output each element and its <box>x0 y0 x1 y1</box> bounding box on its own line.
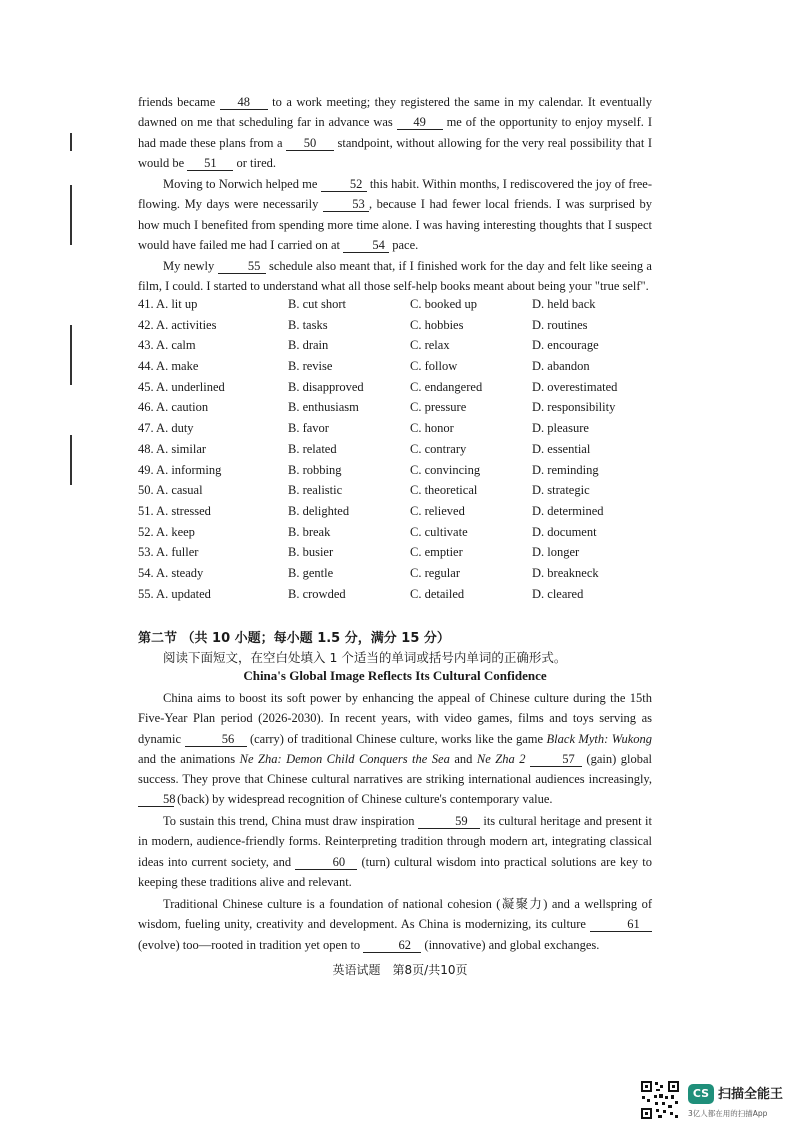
section2-paragraph-2: To sustain this trend, China must draw inspiration 59 its cultural heritage and present it in modern, audience-friendly forms. Reinterpreting tradition through modern art, integrating classical ideas into current society, and 60 (turn) cultural wisdom into practical solutions are key to keeping these traditions alive and relevant. <box>138 814 653 889</box>
film-title-1: Ne Zha: Demon Child Conquers the Sea <box>239 751 450 766</box>
passage-title: China's Global Image Reflects Its Cultural Confidence <box>243 668 547 683</box>
option-row-48: 48. A. similar B. related C. contrary D. essential <box>138 441 591 456</box>
blank-61: 61 <box>590 917 652 932</box>
option-row-43: 43. A. calm B. drain C. relax D. encourage <box>138 338 599 353</box>
passage-paragraph-1: friends became 48 to a work meeting; they registered the same in my calendar. It eventually dawned on me that scheduling far in advance was 49 me of the opportunity to enjoy myself. I had made these plans from a 50 standpoint, without allowing for the very real possibility that I would be 51 or tired. <box>138 95 652 170</box>
section-instruction: 阅读下面短文，在空白处填入 1 个适当的单词或括号内单词的正确形式。 <box>163 650 567 665</box>
blank-48: 48 <box>220 95 268 110</box>
blank-54: 54 <box>343 238 389 253</box>
option-row-51: 51. A. stressed B. delighted C. relieved D. determined <box>138 503 604 518</box>
option-row-45: 45. A. underlined B. disapproved C. endangered D. overestimated <box>138 379 618 394</box>
option-row-53: 53. A. fuller B. busier C. emptier D. longer <box>138 545 580 560</box>
section2-paragraph-3: Traditional Chinese culture is a foundation of national cohesion (凝聚力) and a wellspring of wisdom, fueling unity, creativity and development. As China is modernizing, its culture 61 (evolve) too—rooted in tradition yet open to 62 (innovative) and global exchanges. <box>138 897 652 952</box>
option-row-41: 41. A. lit up B. cut short C. booked up D. held back <box>138 297 596 311</box>
option-row-55: 55. A. updated B. crowded C. detailed D. cleared <box>138 586 584 601</box>
option-row-42: 42. A. activities B. tasks C. hobbies D. routines <box>138 317 588 332</box>
answer-options-table <box>138 297 658 607</box>
blank-56: 56 <box>185 732 247 747</box>
watermark-app-name: 扫描全能王 <box>718 1087 784 1102</box>
blank-57: 57 <box>530 752 582 767</box>
blank-59: 59 <box>418 814 480 829</box>
blank-60: 60 <box>295 855 357 870</box>
blank-53: 53 <box>323 197 369 212</box>
section2-paragraph-1: China aims to boost its soft power by enhancing the appeal of Chinese culture during the 15th Five-Year Plan period (2026-2030). In recent years, with video games, films and toys serving as dynamic 56 (carry) of traditional Chinese culture, works like the game Black Myth: Wukong and the animations Ne Zha: Demon Child Conquers the Sea and Ne Zha 2 57 (gain) global success. They prove that Chinese cultural narratives are striking international audiences increasingly, 58 (back) by widespread recognition of Chinese culture's contemporary value. <box>138 691 653 807</box>
passage-paragraph-3: My newly 55 schedule also meant that, if I finished work for the day and felt like seeing a film, I could. I started to understand what all those self-help books meant about being your "true self". <box>138 259 652 294</box>
blank-49: 49 <box>397 115 443 130</box>
option-row-50: 50. A. casual B. realistic C. theoretical D. strategic <box>138 483 590 498</box>
passage-paragraph-2: Moving to Norwich helped me 52 this habit. Within months, I rediscovered the joy of free-flowing. My days were necessarily 53 , because I had fewer local friends. I was surprised by how much I benefited from spending more time alone. I was having interesting thoughts that I suspect would have failed me had I carried on at 54 pace. <box>138 177 652 252</box>
blank-58: 58 <box>138 792 174 807</box>
camscanner-logo-icon: CS <box>688 1084 714 1104</box>
footer-subject: 英语试题 <box>332 963 381 977</box>
option-row-44: 44. A. make B. revise C. follow D. abandon <box>138 359 590 374</box>
qr-code-icon <box>640 1080 680 1120</box>
blank-50: 50 <box>286 136 334 151</box>
binding-margin-marks <box>70 125 74 505</box>
page-footer <box>0 961 800 978</box>
option-row-46: 46. A. caution B. enthusiasm C. pressure D. responsibility <box>138 400 616 415</box>
footer-page-number: 第8页/共10页 <box>392 963 468 977</box>
blank-51: 51 <box>187 156 233 171</box>
option-row-54: 54. A. steady B. gentle C. regular D. breakneck <box>138 565 599 580</box>
section-heading: 第二节 （共 10 小题；每小题 1.5 分，满分 15 分） <box>138 631 450 646</box>
option-row-52: 52. A. keep B. break C. cultivate D. document <box>138 524 597 539</box>
option-row-49: 49. A. informing B. robbing C. convincing D. reminding <box>138 462 599 477</box>
game-title: Black Myth: Wukong <box>546 731 653 746</box>
film-title-2: Ne Zha 2 <box>476 751 526 766</box>
option-row-47: 47. A. duty B. favor C. honor D. pleasure <box>138 421 589 436</box>
blank-55: 55 <box>218 259 266 274</box>
watermark-tagline: 3亿人都在用的扫描App <box>688 1109 768 1118</box>
blank-62: 62 <box>363 938 421 953</box>
blank-52: 52 <box>321 177 367 192</box>
scanner-watermark <box>640 1080 792 1124</box>
